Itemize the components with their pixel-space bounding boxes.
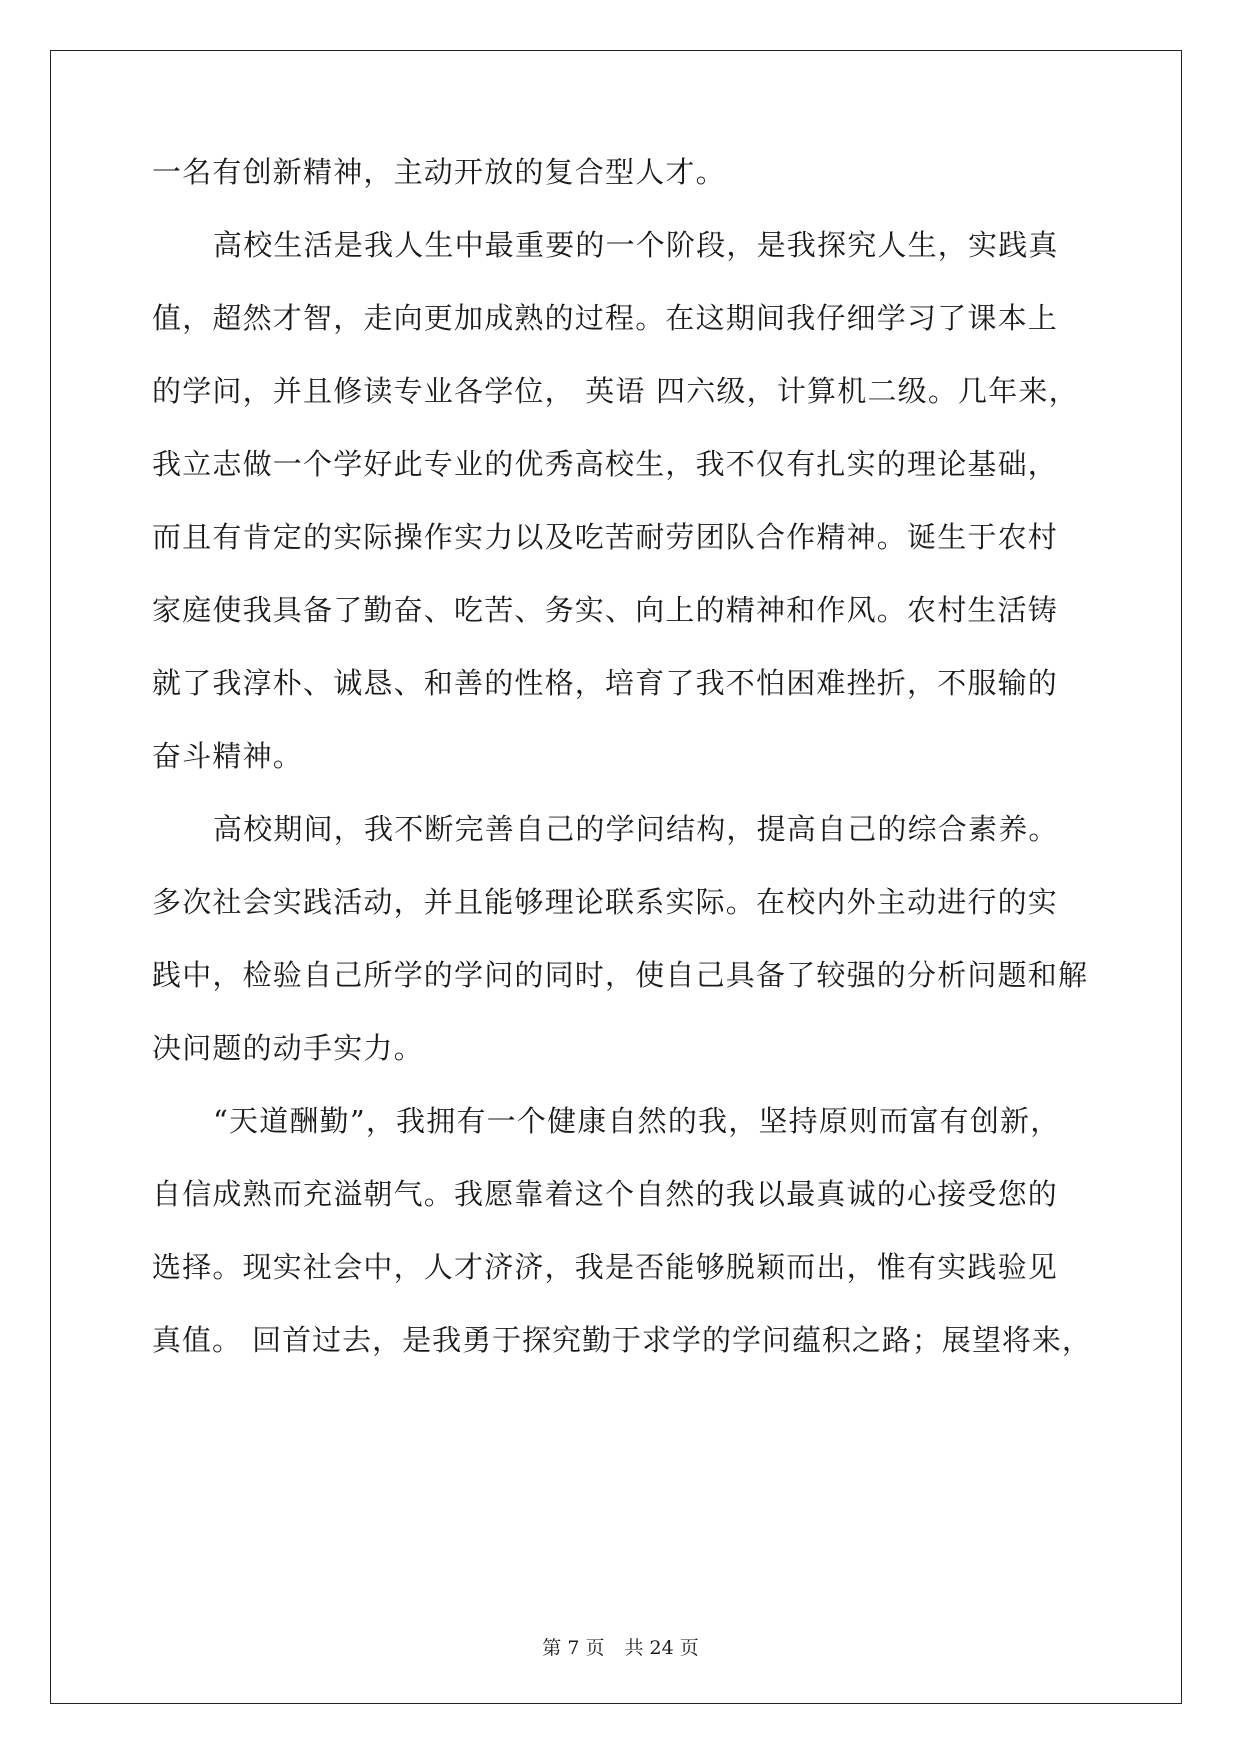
text-line: 我立志做一个学好此专业的优秀高校生，我不仅有扎实的理论基础， bbox=[152, 447, 1059, 481]
page-footer bbox=[0, 1636, 1241, 1660]
text-line: 高校期间，我不断完善自己的学问结构，提高自己的综合素养。 bbox=[213, 812, 1059, 846]
text-line: 高校生活是我人生中最重要的一个阶段，是我探究人生，实践真 bbox=[213, 228, 1059, 262]
text-line: 就了我淳朴、诚恳、和善的性格，培育了我不怕困难挫折，不服输的 bbox=[152, 666, 1059, 700]
text-line: “天道酬勤”，我拥有一个健康自然的我，坚持原则而富有创新， bbox=[213, 1104, 1061, 1138]
text-line: 家庭使我具备了勤奋、吃苦、务实、向上的精神和作风。农村生活铸 bbox=[152, 593, 1059, 627]
page-number: 第 7 页 bbox=[542, 1637, 605, 1659]
text-line: 真值。 回首过去，是我勇于探究勤于求学的学问蕴积之路；展望将来， bbox=[152, 1323, 1092, 1357]
text-line: 而且有肯定的实际操作实力以及吃苦耐劳团队合作精神。诞生于农村 bbox=[152, 520, 1059, 554]
text-line: 值，超然才智，走向更加成熟的过程。在这期间我仔细学习了课本上 bbox=[152, 301, 1059, 335]
text-line: 奋斗精神。 bbox=[152, 739, 304, 773]
page-border bbox=[50, 50, 1182, 1704]
text-line: 的学问，并且修读专业各学位， 英语 四六级，计算机二级。几年来， bbox=[152, 374, 1079, 408]
text-line: 一名有创新精神，主动开放的复合型人才。 bbox=[152, 155, 726, 189]
text-line: 践中，检验自己所学的学问的同时，使自己具备了较强的分析问题和解 bbox=[152, 958, 1089, 992]
text-line: 自信成熟而充溢朝气。我愿靠着这个自然的我以最真诚的心接受您的 bbox=[152, 1177, 1059, 1211]
text-line: 多次社会实践活动，并且能够理论联系实际。在校内外主动进行的实 bbox=[152, 885, 1059, 919]
text-line: 决问题的动手实力。 bbox=[152, 1031, 424, 1065]
text-line: 选择。现实社会中，人才济济，我是否能够脱颖而出，惟有实践验见 bbox=[152, 1250, 1059, 1284]
page-total: 共 24 页 bbox=[624, 1637, 699, 1659]
